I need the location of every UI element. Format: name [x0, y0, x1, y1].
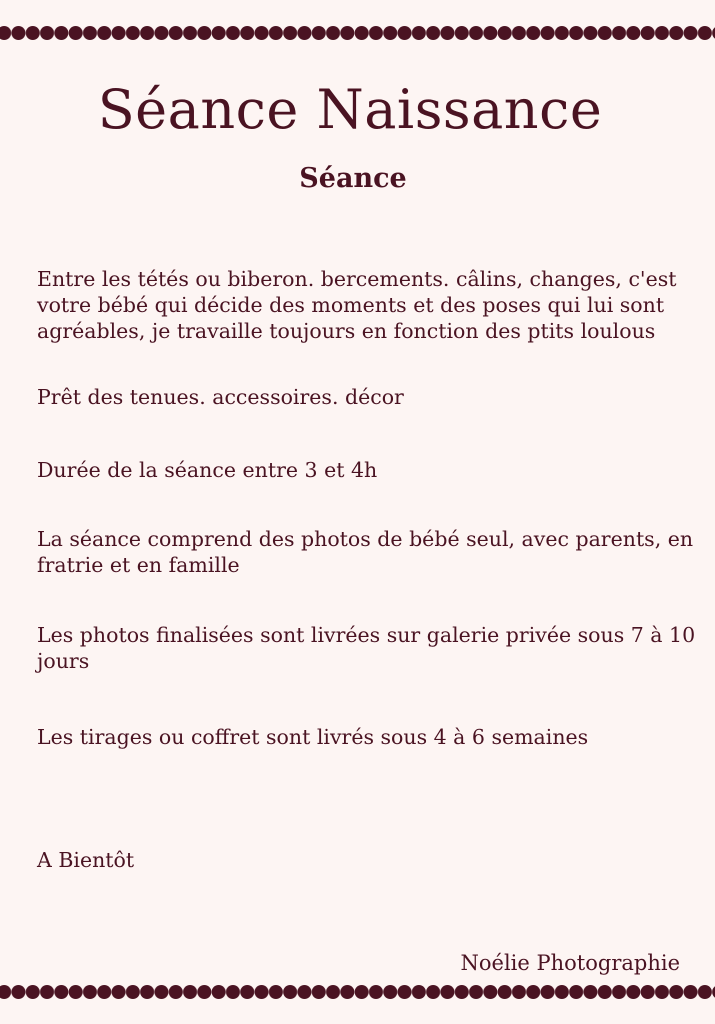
dot-border-graphic — [0, 985, 715, 999]
paragraph-session-content: La séance comprend des photos de bébé seul, avec parents, en fratrie et en famille — [37, 527, 694, 577]
page-subtitle: Séance — [299, 163, 407, 194]
paragraph-prints-delivery: Les tirages ou coffret sont livrés sous 4 à 6 semaines — [37, 725, 589, 749]
paragraph-gallery-delivery: Les photos finalisées sont livrées sur galerie privée sous 7 à 10 jours — [37, 623, 696, 673]
dot-border-graphic — [0, 26, 715, 40]
paragraph-duration: Durée de la séance entre 3 et 4h — [37, 458, 378, 482]
bottom-dot-border — [0, 985, 715, 999]
paragraph-closing: A Bientôt — [37, 848, 135, 872]
top-dot-border — [0, 26, 715, 40]
paragraph-baby-care: Entre les tétés ou biberon. bercements. câlins, changes, c'est votre bébé qui décide des moments et des poses qui lui sont agréables, je travaille toujours en fonction des ptits loulous — [37, 267, 677, 343]
page-title: Séance Naissance — [97, 78, 603, 141]
paragraph-outfits: Prêt des tenues. accessoires. décor — [37, 385, 404, 409]
signature: Noélie Photographie — [460, 951, 680, 975]
